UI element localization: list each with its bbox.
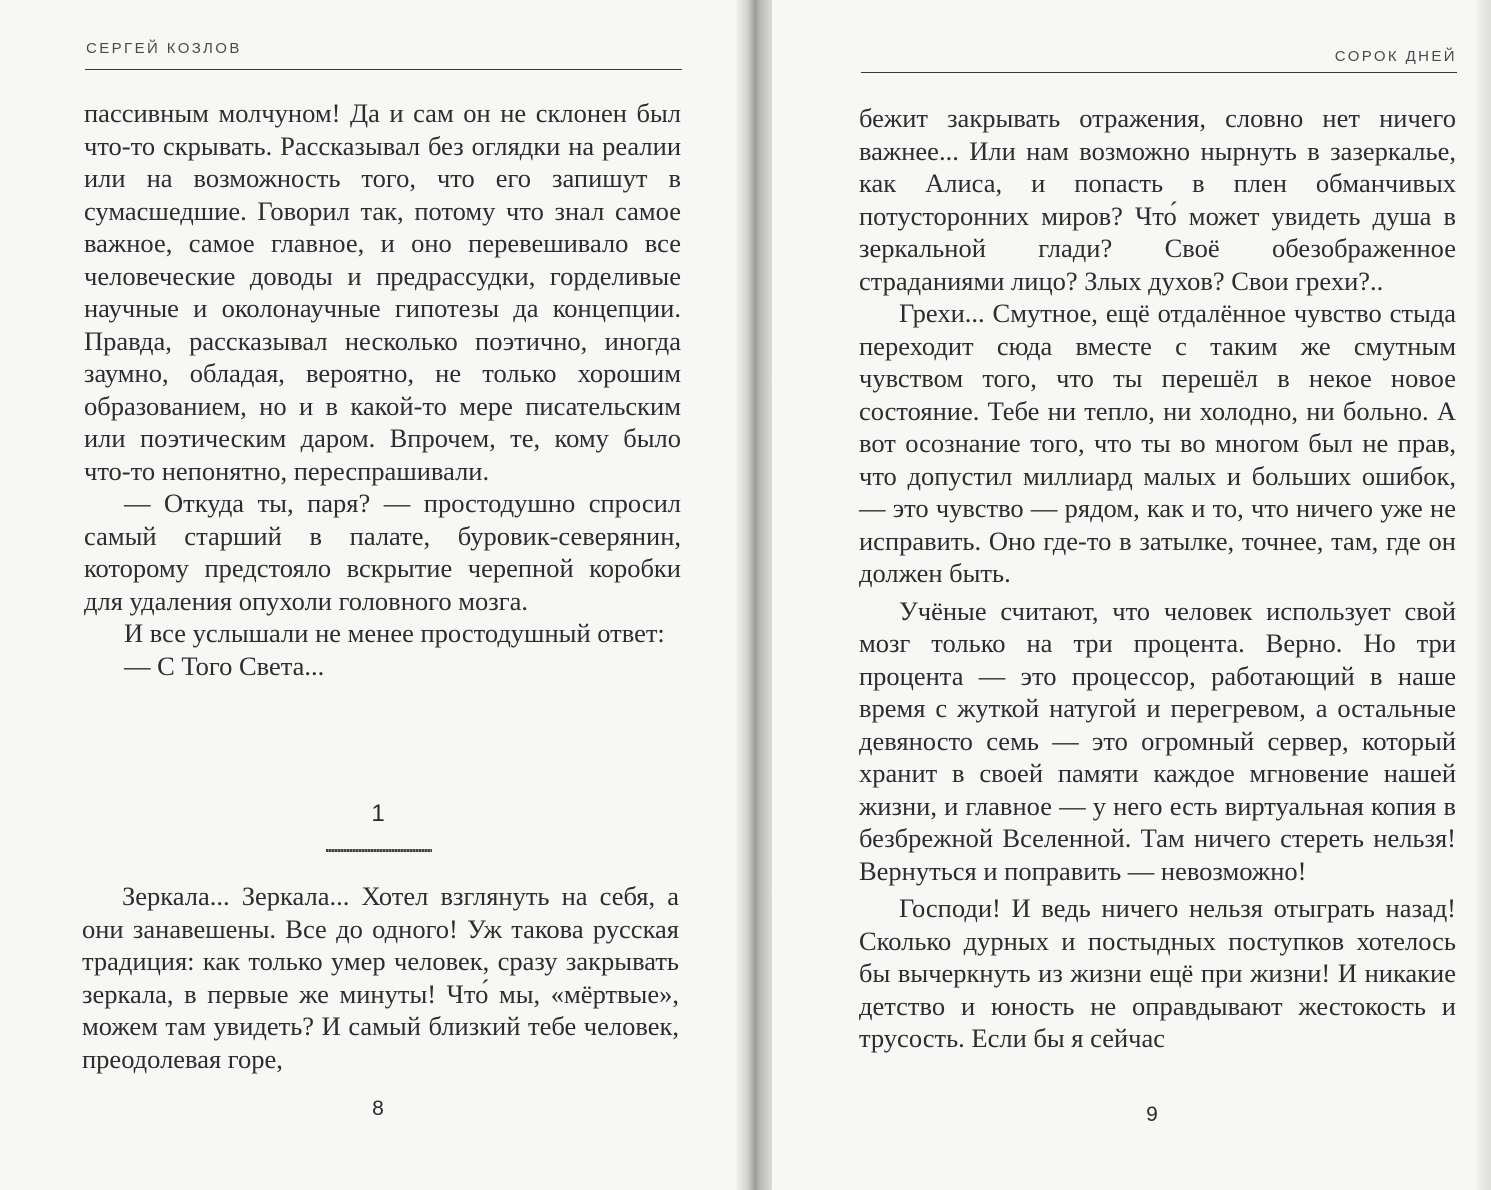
right-header-rule: [861, 72, 1457, 73]
chapter-rule: [326, 849, 432, 852]
page-number: 8: [372, 1097, 384, 1120]
paragraph: Господи! И ведь ничего нельзя отыграть назад! Сколько дурных и постыдных поступков хотелось бы вычеркнуть из жизни ещё при жизни! И никакие детство и юность не оправдывают жестокость и трусость. Если бы я сейчас: [859, 893, 1456, 1053]
paragraph: — Откуда ты, паря? — простодушно спросил самый старший в палате, буровик-северянин, которому предстояло вскрытие черепной коробки для удаления опухоли головного мозга.: [84, 488, 681, 616]
chapter-number: 1: [371, 800, 385, 827]
left-text-block-2: [82, 880, 679, 1075]
paragraph: Учёные считают, что человек использует свой мозг только на три процента. Верно. Но три процента — это процессор, работающий в наше время с жуткой натугой и перегревом, а остальные девяносто семь — это огромный сервер, который хранит в своей памяти каждое мгновение нашей жизни, и главное — у него есть виртуальная копия в безбрежной Вселенной. Там ничего стереть нельзя! Вернуться и поправить — невозможно!: [859, 595, 1456, 886]
page-number: 9: [1146, 1103, 1158, 1126]
paragraph: пассивным молчуном! Да и сам он не склонен был что-то скрывать. Рассказывал без оглядки на реалии или на возможность того, что его запишут в сумасшедшие. Говорил так, потому что знал самое важное, самое главное, и оно перевешивало все человеческие доводы и предрассудки, горделивые научные и околонаучные гипотезы да концепции. Правда, рассказывал несколько поэтично, иногда заумно, обладая, вероятно, не только хорошим образованием, но и в какой-то мере писательским или поэтическим даром. Впрочем, те, кому было что-то непонятно, переспрашивали.: [84, 98, 681, 486]
left-text-block-1: [84, 97, 681, 682]
paragraph: И все услышали не менее простодушный ответ:: [124, 618, 665, 648]
page-edge: [1476, 0, 1491, 1190]
book-gutter: [736, 0, 776, 1190]
paragraph: Зеркала... Зеркала... Хотел взглянуть на себя, а они занавешены. Все до одного! Уж такова русская традиция: как только умер человек, сразу закрывать зеркала, в первые же минуты! Что́ мы, «мёртвые», можем там увидеть? И самый близкий тебе человек, преодолевая горе,: [82, 881, 679, 1074]
right-running-head: СОРОК ДНЕЙ: [1334, 48, 1457, 65]
paragraph: — С Того Света...: [124, 650, 325, 681]
left-running-head: СЕРГЕЙ КОЗЛОВ: [86, 40, 242, 57]
right-page: [772, 0, 1491, 1190]
right-text-block: [859, 102, 1456, 1055]
paragraph: Грехи... Смутное, ещё отдалённое чувство стыда переходит сюда вместе с таким же смутным чувством того, что ты перешёл в некое новое состояние. Тебе ни тепло, ни холодно, ни больно. А вот осознание того, что ты во многом был не прав, что допустил миллиард малых и больших ошибок, — это чувство — рядом, как и то, что ничего уже не исправить. Оно где-то в затылке, точнее, там, где он должен быть.: [859, 298, 1456, 588]
paragraph: бежит закрывать отражения, словно нет ничего важнее... Или нам возможно нырнуть в зазеркалье, как Алиса, и попасть в плен обманчивых потусторонних миров? Что́ может увидеть душа в зеркальной глади? Своё обезображенное страданиями лицо? Злых духов? Свои грехи?..: [859, 103, 1456, 296]
left-header-rule: [85, 69, 682, 70]
